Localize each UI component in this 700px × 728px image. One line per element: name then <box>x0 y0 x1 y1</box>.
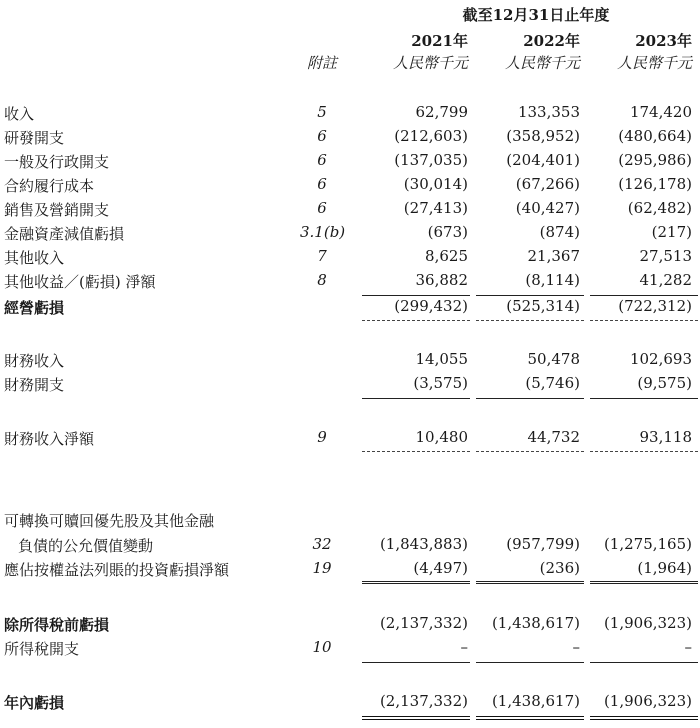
row-admin-expenses <box>0 151 700 175</box>
year-header-2023: 2023年 <box>635 32 692 50</box>
period-header: 截至12月31日止年度 <box>462 6 610 24</box>
row-loss-for-year <box>0 692 700 716</box>
value-2023: – <box>684 638 692 656</box>
value-2022: (8,114) <box>525 271 580 289</box>
row-note: 5 <box>317 103 327 121</box>
row-note: 8 <box>317 271 327 289</box>
row-label: 負債的公允價值變動 <box>18 537 154 555</box>
value-2022: (236) <box>539 559 580 577</box>
grand-total-double-rule <box>362 716 470 720</box>
value-2021: (3,575) <box>413 374 468 392</box>
value-2021: (212,603) <box>394 127 468 145</box>
row-note: 9 <box>317 428 327 446</box>
value-2022: (358,952) <box>506 127 580 145</box>
row-finance-income-net <box>0 428 700 452</box>
row-label: 其他收益／(虧損) 淨額 <box>4 273 156 291</box>
value-2021: 36,882 <box>415 271 468 289</box>
row-contract-costs <box>0 175 700 199</box>
row-note: 6 <box>317 151 327 169</box>
row-label: 財務收入淨額 <box>4 430 95 448</box>
row-note: 6 <box>317 175 327 193</box>
unit-header-2023: 人民幣千元 <box>616 54 692 72</box>
value-2023: (217) <box>651 223 692 241</box>
value-2023: (1,906,323) <box>603 614 692 632</box>
row-note: 7 <box>317 247 327 265</box>
value-2022: (1,438,617) <box>491 692 580 710</box>
value-2022: (874) <box>539 223 580 241</box>
row-label: 除所得稅前虧損 <box>4 616 110 634</box>
year-header-2021: 2021年 <box>411 32 468 50</box>
unit-header-2022: 人民幣千元 <box>504 54 580 72</box>
value-2021: 14,055 <box>415 350 468 368</box>
value-2022: (1,438,617) <box>491 614 580 632</box>
value-2023: (1,964) <box>637 559 692 577</box>
value-2023: 102,693 <box>629 350 692 368</box>
row-label: 應佔按權益法列賬的投資虧損淨額 <box>4 561 230 579</box>
row-fair-value-change-line1 <box>0 510 700 534</box>
row-label: 研發開支 <box>4 129 65 147</box>
row-impairment-losses <box>0 223 700 247</box>
note-column-header: 附註 <box>306 54 337 72</box>
subtotal-rule <box>476 295 584 296</box>
subtotal-rule <box>362 398 470 399</box>
value-2021: (2,137,332) <box>379 614 468 632</box>
value-2021: (137,035) <box>394 151 468 169</box>
value-2022: 21,367 <box>527 247 580 265</box>
row-note: 19 <box>312 559 332 577</box>
row-loss-before-tax <box>0 614 700 638</box>
value-2021: – <box>460 638 468 656</box>
row-note: 6 <box>317 127 327 145</box>
value-2022: (40,427) <box>515 199 580 217</box>
value-2023: 27,513 <box>639 247 692 265</box>
value-2022: 50,478 <box>527 350 580 368</box>
total-dashed-rule <box>362 451 470 452</box>
value-2021: (30,014) <box>403 175 468 193</box>
row-note: 10 <box>312 638 332 656</box>
row-note: 6 <box>317 199 327 217</box>
value-2023: (9,575) <box>637 374 692 392</box>
row-other-gains-losses <box>0 271 700 295</box>
subtotal-double-rule <box>362 581 470 584</box>
row-label: 合約履行成本 <box>4 177 95 195</box>
subtotal-rule <box>590 662 698 663</box>
total-dashed-rule <box>362 320 470 321</box>
value-2022: 44,732 <box>527 428 580 446</box>
value-2023: (62,482) <box>627 199 692 217</box>
row-equity-method-losses <box>0 559 700 583</box>
value-2022: (525,314) <box>506 297 580 315</box>
value-2022: (67,266) <box>515 175 580 193</box>
row-note: 3.1(b) <box>300 223 346 241</box>
total-dashed-rule <box>590 320 698 321</box>
row-finance-costs <box>0 374 700 398</box>
row-operating-loss <box>0 297 700 321</box>
row-label: 財務收入 <box>4 352 65 370</box>
row-label: 年內虧損 <box>4 694 65 712</box>
value-2023: (126,178) <box>618 175 692 193</box>
row-label: 一般及行政開支 <box>4 153 110 171</box>
value-2021: 10,480 <box>415 428 468 446</box>
value-2022: 133,353 <box>517 103 580 121</box>
row-note: 32 <box>312 535 332 553</box>
value-2021: (1,843,883) <box>379 535 468 553</box>
row-fair-value-change <box>0 535 700 559</box>
subtotal-rule <box>362 295 470 296</box>
total-dashed-rule <box>590 451 698 452</box>
value-2022: (957,799) <box>506 535 580 553</box>
total-dashed-rule <box>476 320 584 321</box>
year-header-2022: 2022年 <box>523 32 580 50</box>
subtotal-rule <box>476 662 584 663</box>
value-2021: (27,413) <box>403 199 468 217</box>
row-other-income <box>0 247 700 271</box>
subtotal-rule <box>590 398 698 399</box>
row-label: 銷售及營銷開支 <box>4 201 110 219</box>
value-2022: (204,401) <box>506 151 580 169</box>
subtotal-rule <box>362 662 470 663</box>
value-2021: 8,625 <box>425 247 468 265</box>
subtotal-rule <box>476 398 584 399</box>
row-finance-income <box>0 350 700 374</box>
value-2023: (722,312) <box>618 297 692 315</box>
value-2023: (1,275,165) <box>603 535 692 553</box>
value-2023: (295,986) <box>618 151 692 169</box>
row-label: 金融資產減值虧損 <box>4 225 125 243</box>
row-selling-expenses <box>0 199 700 223</box>
value-2021: (2,137,332) <box>379 692 468 710</box>
row-label: 經營虧損 <box>4 299 65 317</box>
value-2021: (4,497) <box>413 559 468 577</box>
row-revenue <box>0 103 700 127</box>
subtotal-double-rule <box>476 581 584 584</box>
value-2021: (299,432) <box>394 297 468 315</box>
total-dashed-rule <box>476 451 584 452</box>
row-income-tax <box>0 638 700 662</box>
value-2023: 93,118 <box>639 428 692 446</box>
value-2021: 62,799 <box>415 103 468 121</box>
row-label: 財務開支 <box>4 376 65 394</box>
subtotal-rule <box>590 295 698 296</box>
value-2023: 41,282 <box>639 271 692 289</box>
row-label: 收入 <box>4 105 35 123</box>
subtotal-double-rule <box>590 581 698 584</box>
value-2023: 174,420 <box>629 103 692 121</box>
value-2023: (480,664) <box>618 127 692 145</box>
grand-total-double-rule <box>476 716 584 720</box>
unit-header-2021: 人民幣千元 <box>392 54 468 72</box>
value-2023: (1,906,323) <box>603 692 692 710</box>
value-2022: – <box>572 638 580 656</box>
row-label: 其他收入 <box>4 249 65 267</box>
row-label: 可轉換可贖回優先股及其他金融 <box>4 512 215 530</box>
grand-total-double-rule <box>590 716 698 720</box>
row-label: 所得稅開支 <box>4 640 80 658</box>
row-rd-expenses <box>0 127 700 151</box>
value-2022: (5,746) <box>525 374 580 392</box>
value-2021: (673) <box>427 223 468 241</box>
